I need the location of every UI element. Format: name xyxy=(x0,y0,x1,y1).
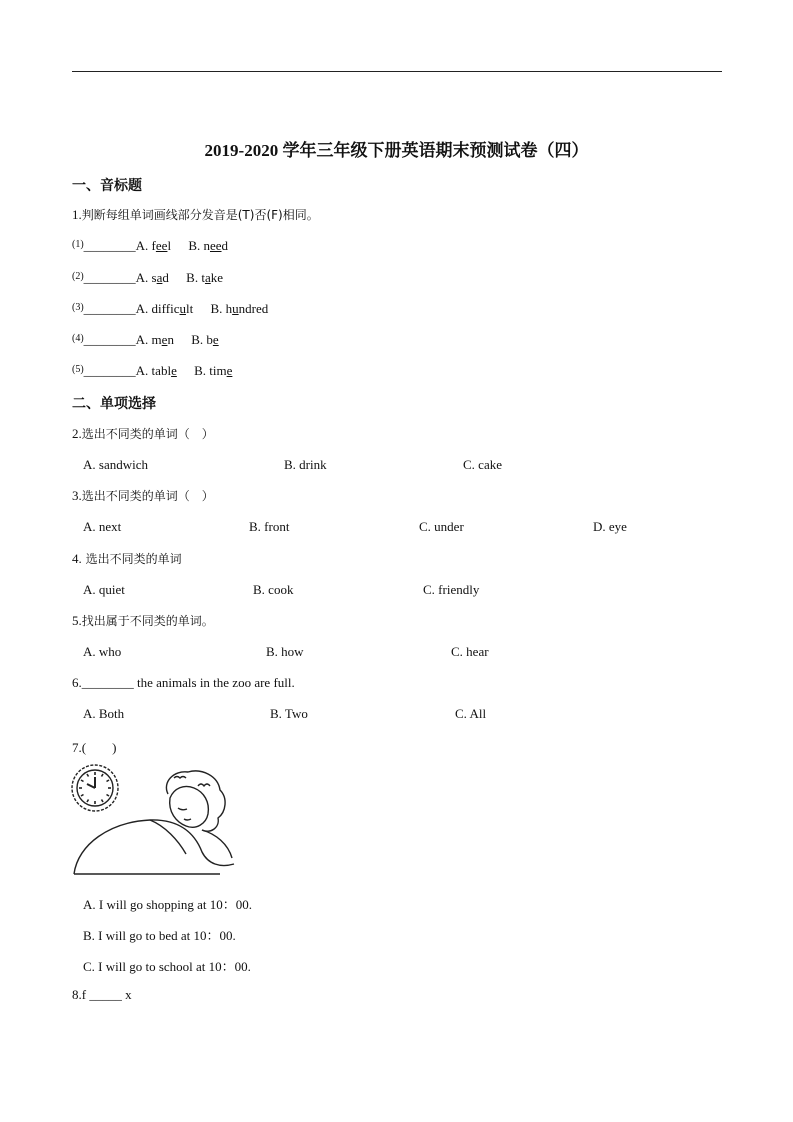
q7-option-b[interactable]: B. I will go to bed at 10：00. xyxy=(83,928,236,943)
q3-option-b[interactable]: B. front xyxy=(249,519,290,534)
q6-option-a[interactable]: A. Both xyxy=(83,706,125,721)
question-6-stem: 6.________ the animals in the zoo are full. xyxy=(72,675,295,690)
question-8-stem: 8.f _____ x xyxy=(72,987,132,1002)
q5-option-c[interactable]: C. hear xyxy=(451,644,489,659)
question-1-stem xyxy=(72,206,319,223)
q2-option-b[interactable]: B. drink xyxy=(284,457,327,472)
q5-option-b[interactable]: B. how xyxy=(266,644,304,659)
q3-option-a[interactable]: A. next xyxy=(83,519,122,534)
q7-option-a[interactable]: A. I will go shopping at 10：00. xyxy=(83,897,252,912)
section-heading-single-choice: 二、单项选择 xyxy=(72,396,156,412)
q1-item-5: $^{(5)}$________A. table B. time xyxy=(72,363,233,378)
sleeping-child xyxy=(74,771,234,874)
question-text: 判断每组单词画线部分发音是(T)否(F)相同。 xyxy=(81,208,319,222)
q7-option-c[interactable]: C. I will go to school at 10：00. xyxy=(83,959,251,974)
q4-option-c[interactable]: C. friendly xyxy=(423,582,480,597)
q1-item-4: $^{(4)}$________A. men B. be xyxy=(72,332,219,347)
q4-option-a[interactable]: A. quiet xyxy=(83,582,125,597)
q1-item-3: $^{(3)}$________A. difficult B. hundred xyxy=(72,301,269,316)
q2-option-a[interactable]: A. sandwich xyxy=(83,457,148,472)
question-7-stem: 7.( ) xyxy=(72,740,117,755)
q1-item-1: $^{(1)}$________A. feel B. need xyxy=(72,238,229,253)
clock-icon xyxy=(72,765,118,811)
q6-option-c[interactable]: C. All xyxy=(455,706,487,721)
question-3-stem: 3.选出不同类的单词（ ） xyxy=(72,488,214,503)
q3-option-c[interactable]: C. under xyxy=(419,519,464,534)
question-5-stem: 5.找出属于不同类的单词。 xyxy=(72,613,214,628)
q1-item-2: $^{(2)}$________A. sad B. take xyxy=(72,270,224,285)
section-heading-phonetics: 一、音标题 xyxy=(72,178,142,194)
question-4-stem: 4. 选出不同类的单词 xyxy=(72,551,182,566)
q5-option-a[interactable]: A. who xyxy=(83,644,122,659)
q6-option-b[interactable]: B. Two xyxy=(270,706,308,721)
question-2-stem: 2.选出不同类的单词（ ） xyxy=(72,426,214,441)
question-number: 1. xyxy=(72,207,82,222)
q2-option-c[interactable]: C. cake xyxy=(463,457,502,472)
page-title: 2019-2020 学年三年级下册英语期末预测试卷（四） xyxy=(204,141,589,160)
header-rule xyxy=(72,71,722,72)
q4-option-b[interactable]: B. cook xyxy=(253,582,294,597)
q3-option-d[interactable]: D. eye xyxy=(593,519,627,534)
sleeping-child-clock-illustration xyxy=(70,764,242,880)
